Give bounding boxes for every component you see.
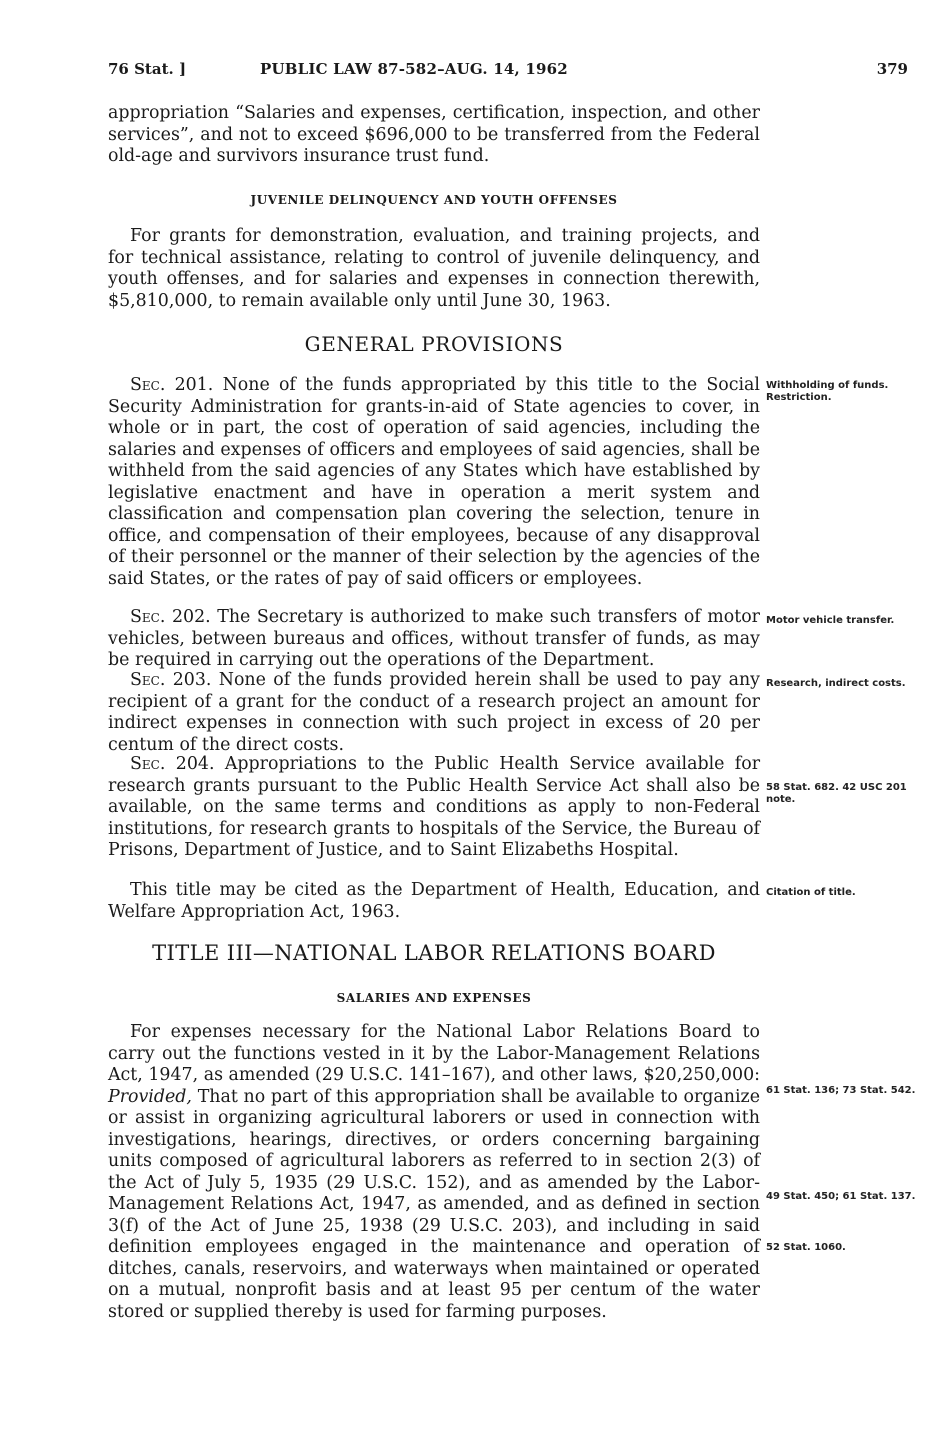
section-203 — [108, 670, 760, 756]
sec-label: Sec. — [130, 375, 166, 395]
section-202 — [108, 607, 760, 672]
section-204 — [108, 754, 760, 862]
sec-label: Sec. — [130, 607, 166, 627]
nlrb-text-after: That no part of this appropriation shall be available to organize or assist in organizing agricultural laborers or used in connection with investigations, hearings, directives, or orders concerning bargaining units composed of agricultural laborers as referred to in section 2(3) of the Act of July 5, 1935 (29 U.S.C. 152), and as amended by the Labor-Management Relations Act, 1947, as amended, and as defined in section 3(f) of the Act of June 25, 1938 (29 U.S.C. 203), and including in said definition employees engaged in the maintenance and operation of ditches, canals, reservoirs, and waterways when maintained or operated on a mutual, nonprofit basis and at least 95 per centum of the water stored or supplied thereby is used for farming purposes. — [108, 1086, 761, 1322]
margin-note-motor-vehicle: Motor vehicle transfer. — [766, 615, 895, 626]
nlrb-paragraph — [108, 1022, 760, 1323]
general-provisions-heading: GENERAL PROVISIONS — [304, 332, 564, 356]
section-201 — [108, 375, 760, 590]
margin-note-61-stat: 61 Stat. 136; 73 Stat. 542. — [766, 1085, 916, 1096]
appropriation-paragraph: appropriation “Salaries and expenses, certification, inspection, and other services”, and not to exceed $696,000 to be transferred from the Federal old-age and survivors insurance trust fund. — [108, 103, 760, 166]
sec-text: None of the funds provided herein shall be used to pay any recipient of a grant for the conduct of a research project an amount for indirect expenses in connection with such project in excess of 20 per centum of the direct costs. — [108, 670, 761, 755]
title-iii-heading: TITLE III—NATIONAL LABOR RELATIONS BOARD — [152, 941, 716, 965]
margin-note-49-stat: 49 Stat. 450; 61 Stat. 137. — [766, 1191, 916, 1202]
margin-note-58-stat: 58 Stat. 682. 42 USC 201 note. — [766, 782, 907, 805]
salaries-heading: SALARIES AND EXPENSES — [336, 991, 532, 1005]
running-header — [108, 60, 908, 82]
sec-label: Sec. — [130, 670, 166, 690]
margin-note-citation: Citation of title. — [766, 887, 856, 898]
nlrb-text-before: For expenses necessary for the National Labor Relations Board to carry out the functions vested in it by the Labor-Management Relations Act, 1947, as amended (29 U.S.C. 141–167), and other laws, $20,250,000: — [108, 1022, 760, 1085]
margin-note-withholding: Withholding of funds. Restriction. — [766, 380, 889, 403]
volume-reference: 76 Stat. ] — [108, 60, 187, 78]
provided-word: Provided, — [108, 1086, 192, 1107]
juvenile-paragraph: For grants for demonstration, evaluation, and training projects, and for technical assistance, relating to control of juvenile delinquency, and youth offenses, and for salaries and expenses in connection therewith, $5,810,000, to remain available only until June 30, 1963. — [108, 226, 760, 311]
sec-number: 204. — [175, 754, 215, 774]
sec-number: 201. — [174, 375, 214, 395]
sec-text: The Secretary is authorized to make such transfers of motor vehicles, between bureaus and offices, without transfer of funds, as may be required in carrying out the operations of the Department. — [108, 607, 760, 670]
sec-label: Sec. — [130, 754, 166, 774]
margin-note-52-stat: 52 Stat. 1060. — [766, 1242, 846, 1253]
page-number: 379 — [876, 60, 908, 78]
law-title: PUBLIC LAW 87-582–AUG. 14, 1962 — [260, 60, 568, 78]
juvenile-heading: JUVENILE DELINQUENCY AND YOUTH OFFENSES — [250, 193, 618, 207]
sec-number: 203. — [172, 670, 212, 690]
sec-text: None of the funds appropriated by this title to the Social Security Administration for grants-in-aid of State agencies to cover, in whole or in part, the cost of operation of said agencies, including the salaries and expenses of officers and employees of said agencies, shall be withheld from the said agencies of any States which have established by legislative enactment and have in operation a merit system and classification and compensation plan covering the selection, tenure in office, and compensation of their employees, because of any disapproval of their personnel or the manner of their selection by the agencies of the said States, or the rates of pay of said officers or employees. — [108, 375, 760, 589]
margin-note-research: Research, indirect costs. — [766, 678, 906, 689]
citation-paragraph: This title may be cited as the Department of Health, Education, and Welfare Appropriation Act, 1963. — [108, 880, 760, 922]
sec-text: Appropriations to the Public Health Service available for research grants pursuant to the Public Health Service Act shall also be available, on the same terms and conditions as apply to non-Federal institutions, for research grants to hospitals of the Service, the Bureau of Prisons, Department of Justice, and to Saint Elizabeths Hospital. — [108, 754, 761, 860]
sec-number: 202. — [171, 607, 211, 627]
